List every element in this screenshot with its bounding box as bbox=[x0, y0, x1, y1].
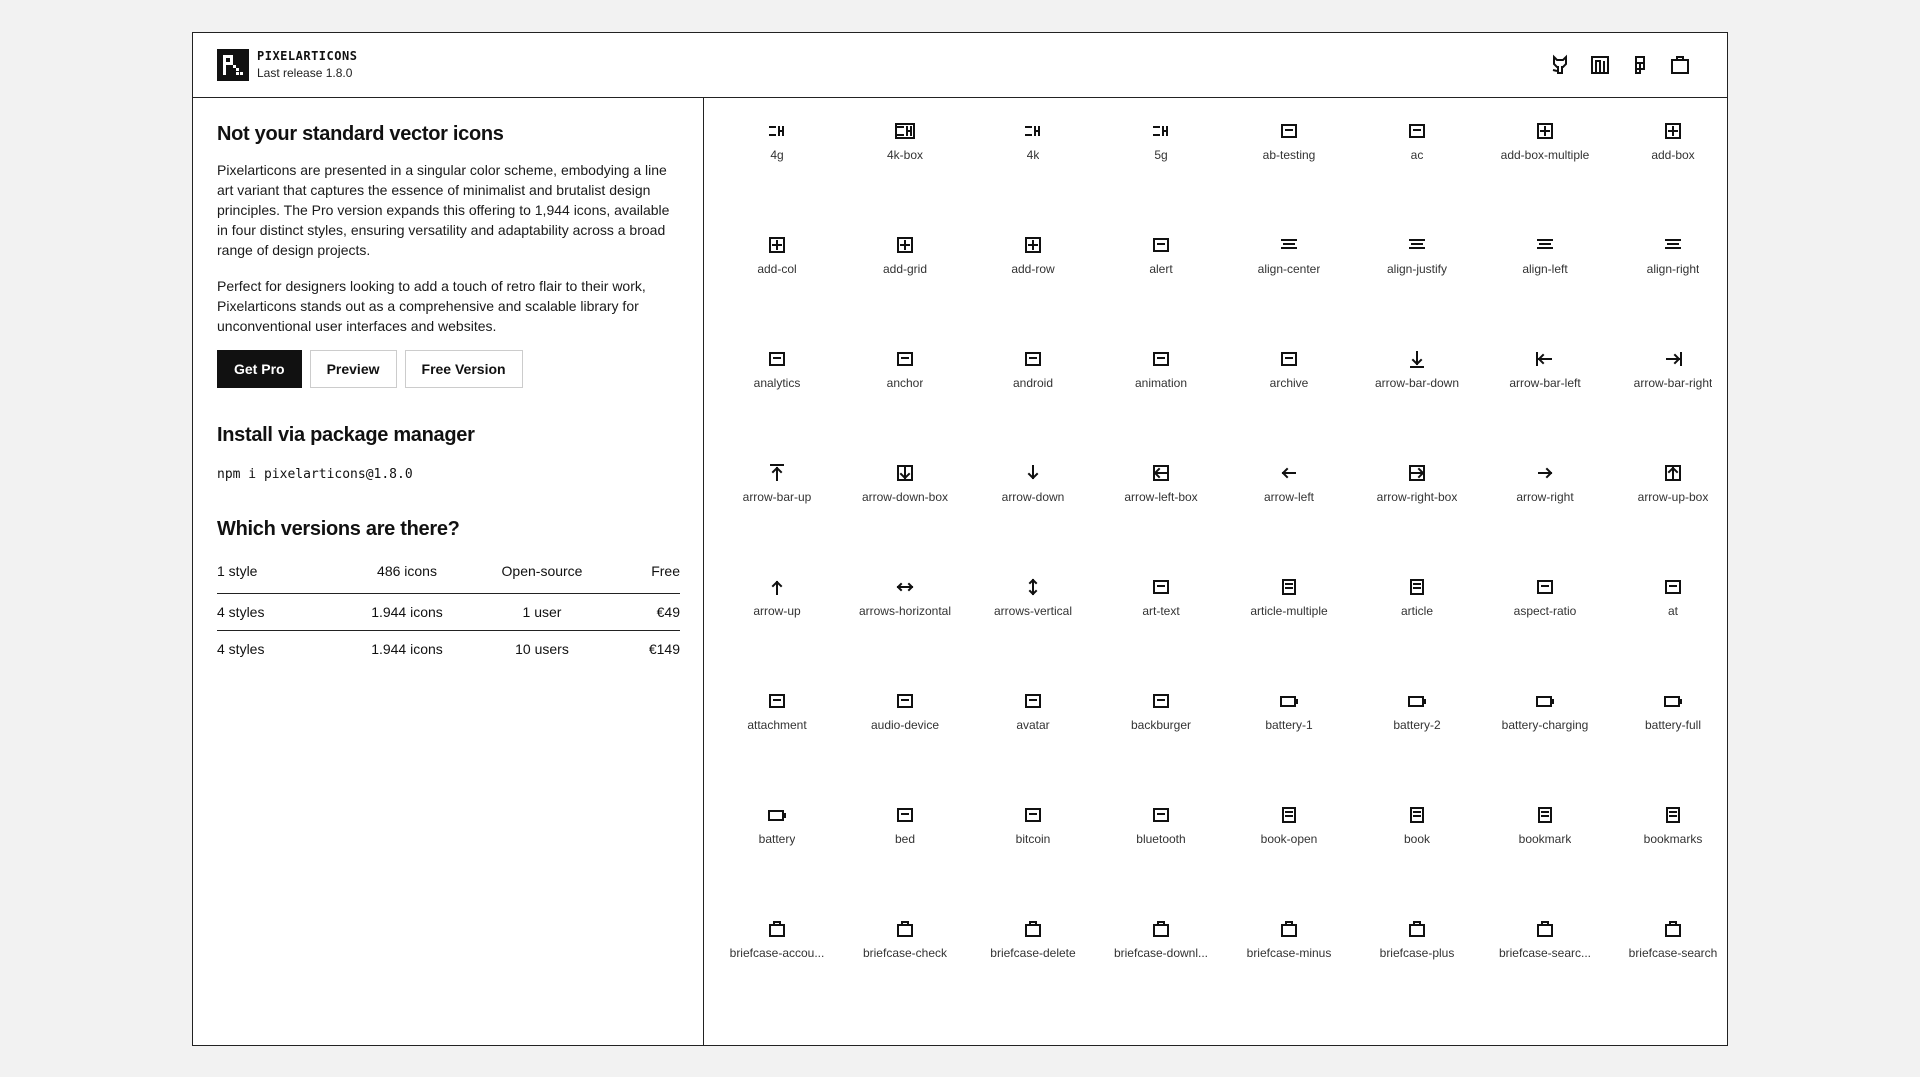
styles-cell: 1 style bbox=[217, 559, 337, 593]
icon-label: backburger bbox=[1130, 718, 1192, 732]
ac-icon bbox=[1407, 121, 1427, 141]
preview-button[interactable]: Preview bbox=[310, 350, 397, 388]
icon-tile[interactable] bbox=[1225, 349, 1353, 463]
icon-label: book bbox=[1403, 832, 1431, 846]
icon-label: briefcase-searc... bbox=[1498, 946, 1592, 960]
icon-label: briefcase-plus bbox=[1379, 946, 1455, 960]
icon-label: battery bbox=[758, 832, 796, 846]
app-frame bbox=[192, 32, 1728, 1046]
alert-icon bbox=[1151, 235, 1171, 255]
icon-tile[interactable] bbox=[1481, 121, 1609, 235]
icon-label: arrow-down bbox=[1001, 490, 1065, 504]
install-title: Install via package manager bbox=[217, 424, 475, 446]
icon-tile[interactable] bbox=[1353, 577, 1481, 691]
sidebar bbox=[193, 98, 704, 1045]
price-cell: €149 bbox=[648, 640, 680, 657]
icon-tile[interactable] bbox=[1609, 805, 1737, 919]
release-version: Last release 1.8.0 bbox=[257, 66, 353, 80]
icon-tile[interactable] bbox=[713, 805, 841, 919]
icon-label: aspect-ratio bbox=[1513, 604, 1577, 618]
icon-tile[interactable] bbox=[969, 235, 1097, 349]
icon-tile[interactable] bbox=[1481, 235, 1609, 349]
get-pro-button[interactable]: Get Pro bbox=[217, 350, 302, 388]
icon-label: arrow-bar-left bbox=[1509, 376, 1581, 390]
icon-label: add-box-multiple bbox=[1500, 148, 1590, 162]
icon-label: 4k bbox=[1026, 148, 1040, 162]
bitcoin-icon bbox=[1023, 805, 1043, 825]
icon-tile[interactable] bbox=[1353, 919, 1481, 1033]
aspect-ratio-icon bbox=[1535, 577, 1555, 597]
license-cell: 1 user bbox=[477, 593, 607, 630]
icon-label: article-multiple bbox=[1250, 604, 1328, 618]
anchor-icon bbox=[895, 349, 915, 369]
briefcase-search-icon bbox=[1663, 919, 1683, 939]
icon-tile[interactable] bbox=[1609, 121, 1737, 235]
icon-tile[interactable] bbox=[713, 121, 841, 235]
add-col-icon bbox=[767, 235, 787, 255]
table-row bbox=[217, 593, 680, 630]
icon-label: add-row bbox=[1011, 262, 1055, 276]
arrow-up-box-icon bbox=[1663, 463, 1683, 483]
icon-label: book-open bbox=[1260, 832, 1318, 846]
price-cell: Free bbox=[607, 559, 680, 593]
briefcase-check-icon bbox=[895, 919, 915, 939]
icon-label: battery-2 bbox=[1393, 718, 1441, 732]
icon-label: battery-charging bbox=[1501, 718, 1589, 732]
battery-1-icon bbox=[1279, 691, 1299, 711]
briefcase-minus-icon bbox=[1279, 919, 1299, 939]
5g-icon bbox=[1151, 121, 1171, 141]
intro-title: Not your standard vector icons bbox=[217, 123, 504, 145]
icon-label: 5g bbox=[1154, 148, 1168, 162]
battery-icon bbox=[767, 805, 787, 825]
icon-tile[interactable] bbox=[841, 805, 969, 919]
icon-label: add-box bbox=[1651, 148, 1695, 162]
license-cell: Open-source bbox=[477, 559, 607, 593]
icon-tile[interactable] bbox=[1097, 121, 1225, 235]
add-grid-icon bbox=[895, 235, 915, 255]
icon-tile[interactable] bbox=[841, 691, 969, 805]
arrow-bar-down-icon bbox=[1407, 349, 1427, 369]
icon-tile[interactable] bbox=[1225, 919, 1353, 1033]
add-box-icon bbox=[1663, 121, 1683, 141]
icon-label: at bbox=[1667, 604, 1678, 618]
art-text-icon bbox=[1151, 577, 1171, 597]
align-right-icon bbox=[1663, 235, 1683, 255]
bookmark-icon bbox=[1535, 805, 1555, 825]
icon-label: ab-testing bbox=[1262, 148, 1316, 162]
icon-label: add-col bbox=[757, 262, 797, 276]
header-links bbox=[1549, 54, 1691, 76]
license-cell: 10 users bbox=[515, 640, 569, 657]
logo[interactable] bbox=[217, 49, 249, 81]
icon-grid bbox=[705, 98, 1727, 1033]
battery-full-icon bbox=[1663, 691, 1683, 711]
icon-tile[interactable] bbox=[969, 121, 1097, 235]
icon-tile[interactable] bbox=[1225, 121, 1353, 235]
icon-label: arrows-horizontal bbox=[858, 604, 952, 618]
arrow-right-box-icon bbox=[1407, 463, 1427, 483]
align-left-icon bbox=[1535, 235, 1555, 255]
install-command[interactable]: npm i pixelarticons@1.8.0 bbox=[217, 467, 413, 482]
icon-tile[interactable] bbox=[1225, 235, 1353, 349]
ab-testing-icon bbox=[1279, 121, 1299, 141]
align-justify-icon bbox=[1407, 235, 1427, 255]
4k-icon bbox=[1023, 121, 1043, 141]
intro-paragraph-2: Perfect for designers looking to add a touch of retro flair to their work, Pixelarticons stands out as a comprehensive and scalable library for unconventional user interfaces and websites. bbox=[217, 278, 646, 334]
icon-label: add-grid bbox=[882, 262, 928, 276]
arrow-down-icon bbox=[1023, 463, 1043, 483]
icon-tile[interactable] bbox=[969, 691, 1097, 805]
article-multiple-icon bbox=[1279, 577, 1299, 597]
arrow-down-box-icon bbox=[895, 463, 915, 483]
icon-tile[interactable] bbox=[969, 805, 1097, 919]
briefcase-delete-icon bbox=[1023, 919, 1043, 939]
icon-tile[interactable] bbox=[1481, 577, 1609, 691]
icon-label: 4k-box bbox=[886, 148, 924, 162]
icon-tile[interactable] bbox=[969, 463, 1097, 577]
icon-label: arrow-up-box bbox=[1637, 490, 1709, 504]
icon-label: briefcase-delete bbox=[990, 946, 1076, 960]
icon-tile[interactable] bbox=[1225, 691, 1353, 805]
icon-tile[interactable] bbox=[1353, 805, 1481, 919]
versions-table bbox=[217, 559, 680, 667]
icon-tile[interactable] bbox=[1353, 121, 1481, 235]
icon-label: briefcase-minus bbox=[1246, 946, 1332, 960]
icon-label: bookmarks bbox=[1643, 832, 1703, 846]
arrow-bar-left-icon bbox=[1535, 349, 1555, 369]
icon-label: battery-full bbox=[1644, 718, 1702, 732]
icon-tile[interactable] bbox=[1353, 691, 1481, 805]
icon-tile[interactable] bbox=[1097, 577, 1225, 691]
arrows-vertical-icon bbox=[1023, 577, 1043, 597]
icon-tile[interactable] bbox=[1609, 349, 1737, 463]
icon-label: bitcoin bbox=[1015, 832, 1051, 846]
arrow-bar-right-icon bbox=[1663, 349, 1683, 369]
icon-label: briefcase-downl... bbox=[1113, 946, 1209, 960]
icon-label: arrow-bar-up bbox=[742, 490, 812, 504]
icon-tile[interactable] bbox=[1097, 691, 1225, 805]
versions-title: Which versions are there? bbox=[217, 518, 460, 540]
bed-icon bbox=[895, 805, 915, 825]
icon-label: ac bbox=[1410, 148, 1424, 162]
icon-label: arrow-left-box bbox=[1124, 490, 1198, 504]
arrows-horizontal-icon bbox=[895, 577, 915, 597]
icon-tile[interactable] bbox=[1609, 919, 1737, 1033]
icon-tile[interactable] bbox=[1353, 463, 1481, 577]
icon-label: arrow-bar-right bbox=[1633, 376, 1713, 390]
brand-name: PIXELARTICONS bbox=[257, 49, 358, 63]
arrow-up-icon bbox=[767, 577, 787, 597]
header bbox=[193, 33, 1727, 98]
archive-icon bbox=[1279, 349, 1299, 369]
icon-label: align-right bbox=[1646, 262, 1700, 276]
icon-tile[interactable] bbox=[713, 691, 841, 805]
arrow-left-box-icon bbox=[1151, 463, 1171, 483]
icon-tile[interactable] bbox=[1609, 577, 1737, 691]
icon-tile[interactable] bbox=[841, 121, 969, 235]
shopping-bag-icon[interactable] bbox=[1669, 54, 1691, 76]
icon-label: article bbox=[1400, 604, 1433, 618]
attachment-icon bbox=[767, 691, 787, 711]
4g-icon bbox=[767, 121, 787, 141]
icon-label: briefcase-search bbox=[1628, 946, 1718, 960]
4k-box-icon bbox=[895, 121, 915, 141]
add-box-multiple-icon bbox=[1535, 121, 1555, 141]
icon-label: attachment bbox=[747, 718, 807, 732]
battery-2-icon bbox=[1407, 691, 1427, 711]
at-icon bbox=[1663, 577, 1683, 597]
styles-cell: 4 styles bbox=[217, 593, 337, 630]
icon-label: bluetooth bbox=[1136, 832, 1186, 846]
icon-tile[interactable] bbox=[1609, 463, 1737, 577]
bluetooth-icon bbox=[1151, 805, 1171, 825]
free-version-button[interactable]: Free Version bbox=[405, 350, 523, 388]
icon-label: arrow-up bbox=[753, 604, 801, 618]
cta-buttons bbox=[217, 350, 679, 388]
icon-label: briefcase-check bbox=[862, 946, 948, 960]
icon-label: alert bbox=[1149, 262, 1173, 276]
icon-tile[interactable] bbox=[1225, 463, 1353, 577]
icon-label: animation bbox=[1134, 376, 1188, 390]
audio-device-icon bbox=[895, 691, 915, 711]
icon-tile[interactable] bbox=[1481, 463, 1609, 577]
icon-tile[interactable] bbox=[1097, 919, 1225, 1033]
briefcase-searc-icon bbox=[1535, 919, 1555, 939]
icon-tile[interactable] bbox=[841, 919, 969, 1033]
icon-label: arrow-right bbox=[1516, 490, 1574, 504]
icon-tile[interactable] bbox=[1481, 349, 1609, 463]
icon-tile[interactable] bbox=[1609, 235, 1737, 349]
table-row bbox=[217, 630, 680, 667]
icon-tile[interactable] bbox=[1225, 805, 1353, 919]
icon-label: align-left bbox=[1522, 262, 1568, 276]
book-open-icon bbox=[1279, 805, 1299, 825]
icon-tile[interactable] bbox=[713, 919, 841, 1033]
arrow-right-icon bbox=[1535, 463, 1555, 483]
avatar-icon bbox=[1023, 691, 1043, 711]
icon-label: anchor bbox=[886, 376, 924, 390]
icon-tile[interactable] bbox=[1353, 235, 1481, 349]
briefcase-accou-icon bbox=[767, 919, 787, 939]
book-icon bbox=[1407, 805, 1427, 825]
icon-tile[interactable] bbox=[1481, 691, 1609, 805]
add-row-icon bbox=[1023, 235, 1043, 255]
icon-tile[interactable] bbox=[969, 349, 1097, 463]
icon-tile[interactable] bbox=[1097, 463, 1225, 577]
icons-count-cell: 486 icons bbox=[337, 559, 477, 593]
icon-tile[interactable] bbox=[1097, 349, 1225, 463]
icon-label: arrow-right-box bbox=[1376, 490, 1458, 504]
icon-tile[interactable] bbox=[713, 349, 841, 463]
icon-tile[interactable] bbox=[841, 463, 969, 577]
briefcase-plus-icon bbox=[1407, 919, 1427, 939]
icon-label: art-text bbox=[1142, 604, 1180, 618]
icon-tile[interactable] bbox=[841, 577, 969, 691]
icon-label: align-justify bbox=[1386, 262, 1448, 276]
icon-tile[interactable] bbox=[841, 235, 969, 349]
icon-label: battery-1 bbox=[1265, 718, 1313, 732]
icons-count-cell: 1.944 icons bbox=[371, 640, 443, 657]
icon-tile[interactable] bbox=[713, 463, 841, 577]
icon-label: 4g bbox=[770, 148, 784, 162]
analytics-icon bbox=[767, 349, 787, 369]
figma-icon[interactable] bbox=[1629, 54, 1651, 76]
github-icon[interactable] bbox=[1549, 54, 1571, 76]
article-icon bbox=[1407, 577, 1427, 597]
backburger-icon bbox=[1151, 691, 1171, 711]
price-cell: €49 bbox=[607, 593, 680, 630]
battery-charging-icon bbox=[1535, 691, 1555, 711]
arrow-bar-up-icon bbox=[767, 463, 787, 483]
icon-tile[interactable] bbox=[1097, 235, 1225, 349]
icons-count-cell: 1.944 icons bbox=[337, 593, 477, 630]
android-icon bbox=[1023, 349, 1043, 369]
icon-label: bookmark bbox=[1518, 832, 1572, 846]
arrow-left-icon bbox=[1279, 463, 1299, 483]
icon-tile[interactable] bbox=[713, 235, 841, 349]
icon-label: archive bbox=[1269, 376, 1309, 390]
icon-tile[interactable] bbox=[1481, 805, 1609, 919]
icon-tile[interactable] bbox=[1481, 919, 1609, 1033]
align-center-icon bbox=[1279, 235, 1299, 255]
icon-tile[interactable] bbox=[969, 919, 1097, 1033]
icon-label: arrow-down-box bbox=[861, 490, 949, 504]
icon-label: briefcase-accou... bbox=[729, 946, 825, 960]
icon-label: android bbox=[1012, 376, 1054, 390]
icon-label: arrows-vertical bbox=[993, 604, 1072, 618]
icon-tile[interactable] bbox=[1609, 691, 1737, 805]
bookmarks-icon bbox=[1663, 805, 1683, 825]
npm-icon[interactable] bbox=[1589, 54, 1611, 76]
briefcase-downl-icon bbox=[1151, 919, 1171, 939]
icon-label: analytics bbox=[753, 376, 801, 390]
icon-tile[interactable] bbox=[1353, 349, 1481, 463]
icon-label: bed bbox=[894, 832, 916, 846]
icon-label: arrow-bar-down bbox=[1374, 376, 1460, 390]
icon-tile[interactable] bbox=[1225, 577, 1353, 691]
icon-label: align-center bbox=[1257, 262, 1321, 276]
icon-tile[interactable] bbox=[969, 577, 1097, 691]
intro-paragraph-1: Pixelarticons are presented in a singular color scheme, embodying a line art variant that captures the essence of minimalist and brutalist design principles. The Pro version expands this offering to 1,944 icons, available in four distinct styles, ensuring versatility and adaptability across a broad range of design projects. bbox=[217, 162, 670, 258]
icon-tile[interactable] bbox=[1097, 805, 1225, 919]
icon-tile[interactable] bbox=[713, 577, 841, 691]
icon-tile[interactable] bbox=[841, 349, 969, 463]
animation-icon bbox=[1151, 349, 1171, 369]
styles-cell: 4 styles bbox=[217, 640, 265, 657]
icon-label: audio-device bbox=[870, 718, 940, 732]
table-row bbox=[217, 559, 680, 593]
icon-label: arrow-left bbox=[1263, 490, 1314, 504]
icon-label: avatar bbox=[1016, 718, 1050, 732]
